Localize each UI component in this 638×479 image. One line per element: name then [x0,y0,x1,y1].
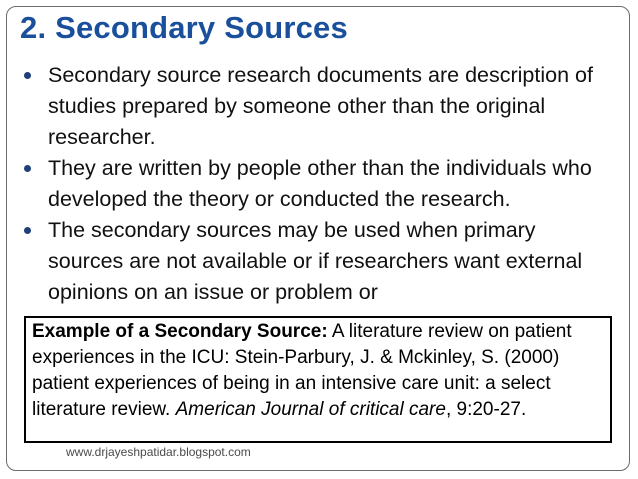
bullet-text: They are written by people other than the individuals who developed the theory or conducted the research. [48,156,592,211]
example-box [24,316,612,443]
bullet-text: The secondary sources may be used when primary sources are not available or if researchers want external opinions on an issue or problem or [48,218,583,304]
example-journal: American Journal of critical care [175,399,446,420]
bullet-text: Secondary source research documents are description of studies prepared by someone other than the original researcher. [48,63,593,149]
footer-url: www.drjayeshpatidar.blogspot.com [66,445,251,459]
bullet-dot-icon [24,165,31,172]
bullet-dot-icon [24,72,31,79]
example-text: A literature review on patient experiences in the ICU: Stein-Parbury, J. & Mckinley, S. (2000) patient experiences of being in an intensive care unit: a select literature review. [32,321,572,420]
bullet-list [22,60,612,308]
bullet-item [22,60,612,153]
bullet-item [22,153,612,215]
example-label: Example of a Secondary Source: [32,321,328,342]
slide-title: 2. Secondary Sources [20,10,348,45]
example-citation-end: , 9:20-27. [445,399,527,420]
bullet-dot-icon [24,227,31,234]
bullet-item [22,215,612,308]
